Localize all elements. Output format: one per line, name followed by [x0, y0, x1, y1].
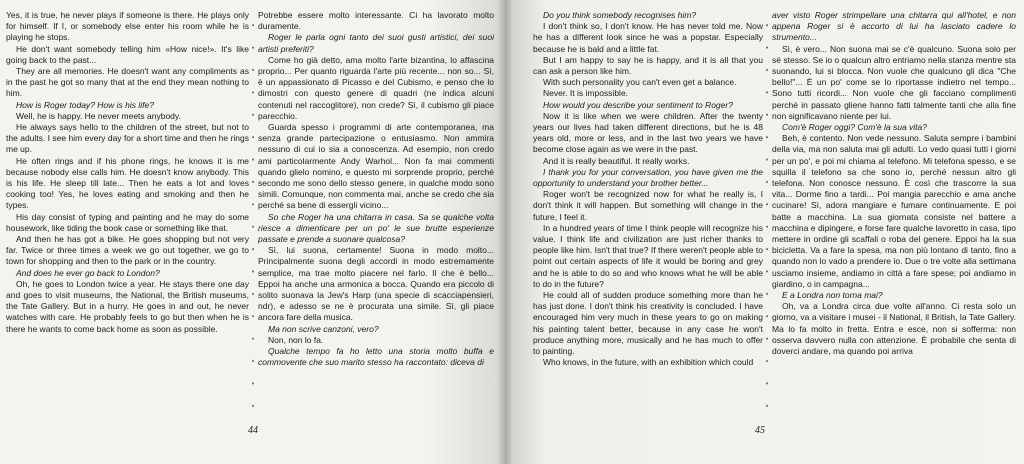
- paragraph: He always says hello to the children of the street, but not to the adults. I see him every day for a short time and then he rings me up.: [6, 122, 249, 155]
- paragraph: His day consist of typing and painting and he may do some housework, like tiding the book case or something like that.: [6, 211, 249, 233]
- paragraph: He often rings and if his phone rings, he knows it is me because nobody else calls him. He doesn't know anybody. This is his life. He sleep till late... Then he eats a lot and loves cooking too! Yes, he loves eating and smoking and then he types.: [6, 155, 249, 211]
- paragraph: How is Roger today? How is his life?: [16, 99, 154, 110]
- left-english-column: [6, 10, 249, 335]
- paragraph: Never. It is impossible.: [543, 88, 629, 99]
- paragraph: I don't think so, I don't know. He has never told me. Now he has a different look since he was a popstar. Especially because he is bald and a little fat.: [533, 21, 763, 54]
- paragraph: E a Londra non torna mai?: [782, 290, 883, 301]
- paragraph: Who knows, in the future, with an exhibition which could: [543, 357, 754, 368]
- paragraph: In a hundred years of time I think people will recognize his value. I think life and civilization are just richer thanks to people like him. Isn't that true? If there weren't people able to point out certain aspects of life it would be boring and grey and he is able to do so and who knows what he will be able to do in the future?: [533, 222, 763, 289]
- paragraph: Roger won't be recognized now for what he really is, I don't think it will happen. But something will change in the future, I feel it.: [533, 189, 763, 222]
- paragraph: They are all memories. He doesn't want any compliments as in the past he got so many that at the end they mean nothing to him.: [6, 66, 249, 99]
- paragraph: I thank you for your conversation, you have given me the opportunity to understand your brother better...: [533, 166, 763, 189]
- paragraph: Beh, è contento. Non vede nessuno. Saluta sempre i bambini della via, ma non saluta mai gli adulti. Lo vedo quasi tutti i giorni per un po', e poi mi chiama al telefono. Mi telefona spesso, e se squilla il telefono sa che sono io, perché nessun altro gli telefona. Non conosce nessuno. È così che trascorre la sua vita... Dorme fino a tardi... Poi mangia parecchio e ama anche cucinare! Sì, adora mangiare e fumare continuamente. E poi batte a macchina. La sua giornata consiste nel battere a macchina e dipingere, e forse fare qualche lavoretto in casa, tipo mettere in ordine gli scaffali o roba del genere. Eppoi ha la sua bicicletta. Va a fare la spesa, ma non più lontano di tanto, fino a quando non lo vado a prendere io. Due o tre volte alla settimana usciamo insieme, andiamo in città a fare spese; poi andiamo in giardino, o in campagna...: [772, 133, 1016, 289]
- paragraph: Sì, è vero... Non suona mai se c'è qualcuno. Suona solo per sé stesso. Se io o qualcun altro entriamo nella stanza mentre sta suonando, lui si blocca. Non vuole che qualcuno gli dica "Che bello!"... È un po' come se lo riportasse indietro nel tempo... Sono tutti ricordi... Non vuole che gli facciano complimenti perché in passato gliene hanno fatti talmente tanti che alla fine non significavano niente per lui.: [772, 43, 1016, 121]
- paragraph: And it is really beautiful. It really works.: [543, 155, 690, 166]
- left-italian-column: [258, 10, 494, 369]
- paragraph: Sì, lui suona, certamente! Suona in modo molto... Principalmente suona degli accordi in modo estremamente semplice, ma trae molto piacere nel farlo. Il che è bello... Eppoi ha anche una armonica a bocca. Quando era piccolo di solito suonava la Jew's Harp (una specie di scacciapensieri, ndr), e adesso se ne è procurata una simile. Sì, gli piace ancora fare della musica.: [258, 245, 494, 323]
- paragraph: aver visto Roger strimpellare una chitarra qui all'hotel, e non appena Roger si è accorto di lui ha lasciato cadere lo strumento...: [772, 10, 1016, 43]
- paragraph: Do you think somebody recognises him?: [543, 10, 697, 20]
- paragraph: How would you describe your sentiment to Roger?: [543, 99, 733, 110]
- right-english-column: [533, 10, 763, 369]
- paragraph: And does he ever go back to London?: [16, 267, 160, 278]
- paragraph: But I am happy to say he is happy, and it is all that you can ask a person like him.: [533, 54, 763, 77]
- paragraph: Well, he is happy. He never meets anybody.: [16, 110, 181, 121]
- paragraph: Qualche tempo fa ho letto una storia molto buffa e commovente che suo marito stesso ha raccontato: diceva di: [258, 346, 494, 368]
- paragraph: Roger le parla ogni tanto dei suoi gusti artistici, dei suoi artisti preferiti?: [258, 32, 494, 54]
- book-gutter: [497, 0, 513, 464]
- paragraph: Oh, va a Londra circa due volte all'anno. Ci resta solo un giorno, va a visitare i musei - il National, il British, la Tate Gallery. Ma lo fa molto in fretta. Entra e esce, non si sofferma: non osserva davvero nulla con attenzione. È probabile che senta di doverci andare, ma quando poi arriva: [772, 301, 1016, 357]
- paragraph: He don't want somebody telling him «How nice!». It's like going back to the past...: [6, 43, 249, 65]
- paragraph: Com'è Roger oggi? Com'è la sua vita?: [782, 122, 927, 133]
- paragraph: So che Roger ha una chitarra in casa. Sa se qualche volta riesce a dimenticare per un po' le sue brutte esperienze passate e prende a suonare qualcosa?: [258, 211, 494, 245]
- paragraph: Oh, he goes to London twice a year. He stays there one day and goes to visit museums, the National, the British museums, the Tate Gallery. But in a hurry. He goes in and out, he never watches with care. He probably feels to go but then when he is there he wants to come back home as soon as possible.: [6, 278, 249, 334]
- paragraph: Ma non scrive canzoni, vero?: [268, 323, 379, 334]
- paragraph: Yes, it is true, he never plays if someone is there. He plays only for himself. If I, or somebody else enter his room while he is playing he stops.: [6, 10, 249, 43]
- paragraph: Non, non lo fa.: [268, 334, 324, 345]
- paragraph: He could all of sudden produce something more than he has just done. I don't think his creativity is concluded. I have encouraged him very much in these years to go on making his painting talent better, because in any case he won't produce anything more, musically and he has much to offer to painting.: [533, 290, 763, 357]
- page-number-right: 45: [755, 425, 765, 436]
- right-page: [505, 0, 1024, 464]
- left-page: [0, 0, 505, 464]
- column-separator-dots: [251, 14, 255, 414]
- paragraph: With such personality you can't even get a balance.: [543, 77, 737, 88]
- paragraph: Come ho già detto, ama molto l'arte bizantina, lo affascina proprio... Per quanto riguarda l'arte più recente... non so... Sì, è un appassionato di Picasso e del Cubismo, e penso che lo dimostri con questo genere di quadri (ne indica alcuni contenuti nel raccoglitore), non crede? Sì, il cubismo gli piace parecchio.: [258, 54, 494, 121]
- paragraph: Now it is like when we were children. After the twenty years our lives had taken different directions, but he is 48 years old, more or less, and in the last two years we have become close again as we were in the past.: [533, 110, 763, 155]
- right-italian-column: [772, 10, 1016, 357]
- paragraph: Guarda spesso i programmi di arte contemporanea, ma senza grande partecipazione o entusiasmo. Non ammira nessuno di cui io sia a conoscenza. Ad esempio, non credo ami particolarmente Andy Warhol... Non fa mai commenti quando glielo nomino, e questo mi sorprende proprio, perché secondo me sono dello stesso genere, in qualche modo sono simili. Comunque, non commenta mai, anche se credo che sia perché sa bene di essergli vicino...: [258, 122, 494, 211]
- column-separator-dots: [765, 14, 769, 414]
- paragraph: Potrebbe essere molto interessante. Ci ha lavorato molto duramente.: [258, 10, 494, 32]
- paragraph: And then he has got a bike. He goes shopping but not very far. Twice or three times a week we go out together, we go to town for shopping and then to the park or in the country.: [6, 234, 249, 267]
- page-number-left: 44: [248, 425, 258, 436]
